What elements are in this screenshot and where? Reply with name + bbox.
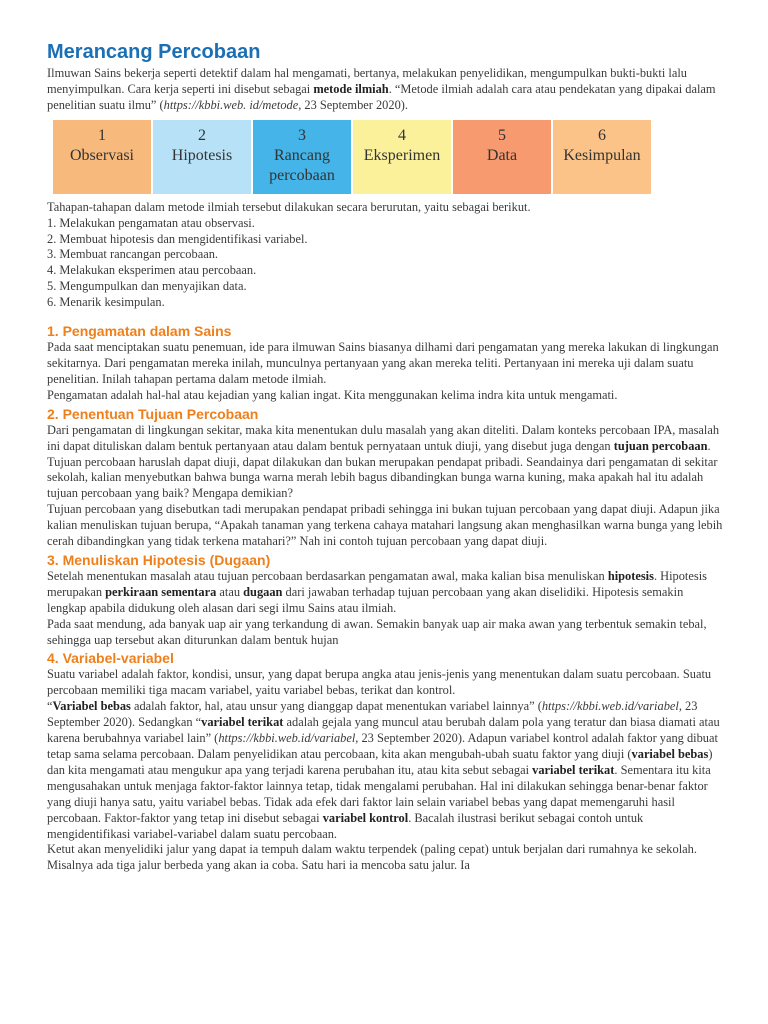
method-steps-diagram bbox=[53, 120, 723, 194]
intro-text: , 23 September 2020). bbox=[298, 97, 408, 112]
bold-term: perkiraan sementara bbox=[105, 584, 217, 599]
step-label: Eksperimen bbox=[363, 146, 441, 164]
intro-bold-term: metode ilmiah bbox=[313, 81, 389, 96]
paragraph-text: adalah gejala yang muncul atau berubah dalam pola yang teratur dan biasa diamati atau karena berubahnya variabel lain” ( bbox=[47, 715, 720, 746]
bold-term: variabel terikat bbox=[532, 762, 615, 777]
section-heading: 4. Variabel-variabel bbox=[47, 650, 174, 667]
step-data bbox=[453, 120, 551, 194]
list-item: 4. Melakukan eksperimen atau percobaan. bbox=[47, 263, 257, 278]
paragraph-text: ) dan kita mengamati atau mengukur apa yang terjadi karena perubahan itu, atau kita sebut sebagai bbox=[47, 747, 713, 777]
source-link[interactable]: https://kbbi.web.id/variabel bbox=[218, 731, 356, 746]
list-item: 6. Menarik kesimpulan. bbox=[47, 295, 165, 310]
paragraph-text: . Hipotesis merupakan bbox=[47, 568, 707, 599]
paragraph-text: Dari pengamatan di lingkungan sekitar, maka kita menentukan dulu masalah yang akan diteliti. Dalam konteks percobaan IPA, masalah ini dapat dituliskan dalam bentuk pertanyaan atau dalam bentuk pernyataan untuk diuji, yang disebut juga dengan bbox=[47, 422, 720, 453]
step-number: 5 bbox=[498, 126, 506, 144]
intro-source-link[interactable]: https://kbbi.web. id/metode bbox=[163, 97, 299, 112]
stages-list bbox=[47, 200, 723, 311]
paragraph-text: . Sementara itu kita mengusahakan untuk menjaga faktor-faktor lainnya tetap, tidak mengalami perubahan. Hal ini dilakukan sehingga benar-benar faktor yang diuji hanya satu, yaitu variabel bebas. Tidak ada efek dari faktor lain selain variabel bebas yang dapat memengaruhi hasil percobaan. Faktor-faktor yang tetap ini disebut sebagai bbox=[47, 762, 711, 825]
step-eksperimen bbox=[353, 120, 451, 194]
paragraph bbox=[47, 699, 723, 842]
step-number: 2 bbox=[198, 126, 206, 144]
section-heading: 3. Menuliskan Hipotesis (Dugaan) bbox=[47, 551, 271, 568]
paragraph-text: . Bacalah ilustrasi berikut sebagai contoh untuk mengidentifikasi variabel-variabel dalam suatu percobaan. bbox=[47, 810, 644, 841]
paragraph-text: atau bbox=[216, 584, 244, 599]
paragraph-text: “ bbox=[47, 699, 53, 714]
paragraph-text: , 23 September 2020). Adapun variabel kontrol adalah faktor yang dibuat tetap sama selama percobaan. Dalam penyelidikan atau percobaan, kita akan mengubah-ubah suatu faktor yang diuji ( bbox=[47, 731, 718, 761]
paragraph: Pada saat mendung, ada banyak uap air yang terkandung di awan. Semakin banyak uap air maka awan yang terbentuk semakin tebal, sehingga uap tersebut akan diturunkan dalam bentuk hujan bbox=[47, 616, 707, 647]
step-number: 6 bbox=[598, 126, 606, 144]
paragraph-text: Setelah menentukan masalah atau tujuan percobaan berdasarkan pengamatan awal, maka kalian bisa menuliskan bbox=[47, 568, 608, 583]
page-title: Merancang Percobaan bbox=[47, 41, 261, 63]
stages-lead: Tahapan-tahapan dalam metode ilmiah tersebut dilakukan secara berurutan, yaitu sebagai berikut. bbox=[47, 199, 531, 214]
section-heading: 2. Penentuan Tujuan Percobaan bbox=[47, 405, 259, 422]
section-heading: 1. Pengamatan dalam Sains bbox=[47, 323, 232, 340]
intro-paragraph bbox=[47, 66, 723, 114]
bold-term: hipotesis bbox=[607, 568, 654, 583]
bold-term: variabel terikat bbox=[201, 715, 284, 730]
paragraph bbox=[47, 423, 723, 455]
section-tujuan-percobaan bbox=[47, 406, 723, 550]
list-item: 1. Melakukan pengamatan atau observasi. bbox=[47, 215, 255, 230]
paragraph-text: dari jawaban terhadap tujuan percobaan yang akan diselidiki. Hipotesis semakin lengkap apabila didukung oleh alasan dari segi ilmu Sains atau ilmiah. bbox=[47, 584, 684, 615]
paragraph: Tujuan percobaan haruslah dapat diuji, dapat dilakukan dan bukan merupakan pendapat pribadi. Seandainya dari pengamatan di sekitar sekolah, kalian menyebutkan bahwa bunga warna merah lebih bagus dibandingkan bunga warna kuning, maka apakah hal itu adalah tujuan percobaan yang baik? Mengapa demikian? bbox=[47, 454, 718, 501]
step-label: Hipotesis bbox=[171, 146, 233, 164]
paragraph: Ketut akan menyelidiki jalur yang dapat ia tempuh dalam waktu terpendek (paling cepat) untuk berjalan dari rumahnya ke sekolah. Misalnya ada tiga jalur berbeda yang akan ia coba. Satu hari ia mencoba satu jalur. Ia bbox=[47, 842, 697, 873]
section-hipotesis bbox=[47, 552, 723, 649]
bold-term: Variabel bebas bbox=[52, 699, 131, 714]
bold-term: variabel kontrol bbox=[322, 810, 409, 825]
paragraph bbox=[47, 569, 723, 617]
intro-text: Ilmuwan Sains bekerja seperti detektif dalam hal mengamati, bertanya, melakukan penyelidikan, mengumpulkan bukti-bukti lalu menyimpulkan. Cara kerja seperti ini disebut sebagai bbox=[47, 66, 687, 96]
intro-text: . “Metode ilmiah adalah cara atau pendekatan yang dipakai dalam penelitian suatu ilmu” ( bbox=[47, 81, 716, 112]
source-link[interactable]: https://kbbi.web.id/variabel bbox=[541, 699, 679, 714]
paragraph: Suatu variabel adalah faktor, kondisi, unsur, yang dapat berupa angka atau jenis-jenis yang menentukan dalam suatu percobaan. Suatu percobaan memiliki tiga macam variabel, yaitu variabel bebas, terikat dan kontrol. bbox=[47, 667, 712, 698]
step-number: 4 bbox=[398, 126, 406, 144]
step-observasi bbox=[53, 120, 151, 194]
list-item: 2. Membuat hipotesis dan mengidentifikasi variabel. bbox=[47, 231, 308, 246]
paragraph: Pada saat menciptakan suatu penemuan, ide para ilmuwan Sains biasanya dilhami dari pengamatan yang mereka lakukan di lingkungan sekitarnya. Dari pengamatan mereka inilah, munculnya pertanyaan yang akan mereka teliti. Pertanyaan ini mereka uji dalam suatu penelitian. Inilah tahapan pertama dalam metode ilmiah. bbox=[47, 340, 719, 386]
step-rancang-percobaan bbox=[253, 120, 351, 194]
bold-term: variabel bebas bbox=[631, 747, 709, 761]
paragraph-text: , 23 September 2020). Sedangkan “ bbox=[47, 699, 698, 730]
step-number: 1 bbox=[98, 126, 106, 144]
bold-term: dugaan bbox=[243, 584, 283, 599]
step-number: 3 bbox=[298, 126, 306, 144]
step-label: Data bbox=[486, 146, 518, 164]
list-item: 5. Mengumpulkan dan menyajikan data. bbox=[47, 279, 247, 294]
step-label: Kesimpulan bbox=[563, 146, 641, 164]
paragraph-text: . bbox=[707, 438, 711, 453]
step-kesimpulan bbox=[553, 120, 651, 194]
step-label: Observasi bbox=[70, 146, 134, 164]
step-label: Rancang percobaan bbox=[269, 146, 335, 184]
document-page bbox=[47, 40, 723, 874]
paragraph-text: adalah faktor, hal, atau unsur yang dianggap dapat menentukan variabel lainnya” ( bbox=[130, 699, 542, 714]
bold-term: tujuan percobaan bbox=[613, 438, 708, 453]
section-pengamatan bbox=[47, 323, 723, 404]
list-item: 3. Membuat rancangan percobaan. bbox=[47, 247, 218, 262]
paragraph: Pengamatan adalah hal-hal atau kejadian yang kalian ingat. Kita menggunakan kelima indra kita untuk mengamati. bbox=[47, 387, 618, 402]
paragraph: Tujuan percobaan yang disebutkan tadi merupakan pendapat pribadi sehingga ini bukan tujuan percobaan yang dapat diuji. Adapun jika kalian menuliskan tujuan berupa, “Apakah tanaman yang terkena cahaya matahari langsung akan menghasilkan warna bunga yang lebih cerah dibandingkan yang tidak terkena matahari?” Nah ini contoh tujuan percobaan yang dapat diuji. bbox=[47, 502, 723, 549]
section-variabel bbox=[47, 650, 723, 874]
step-hipotesis bbox=[153, 120, 251, 194]
